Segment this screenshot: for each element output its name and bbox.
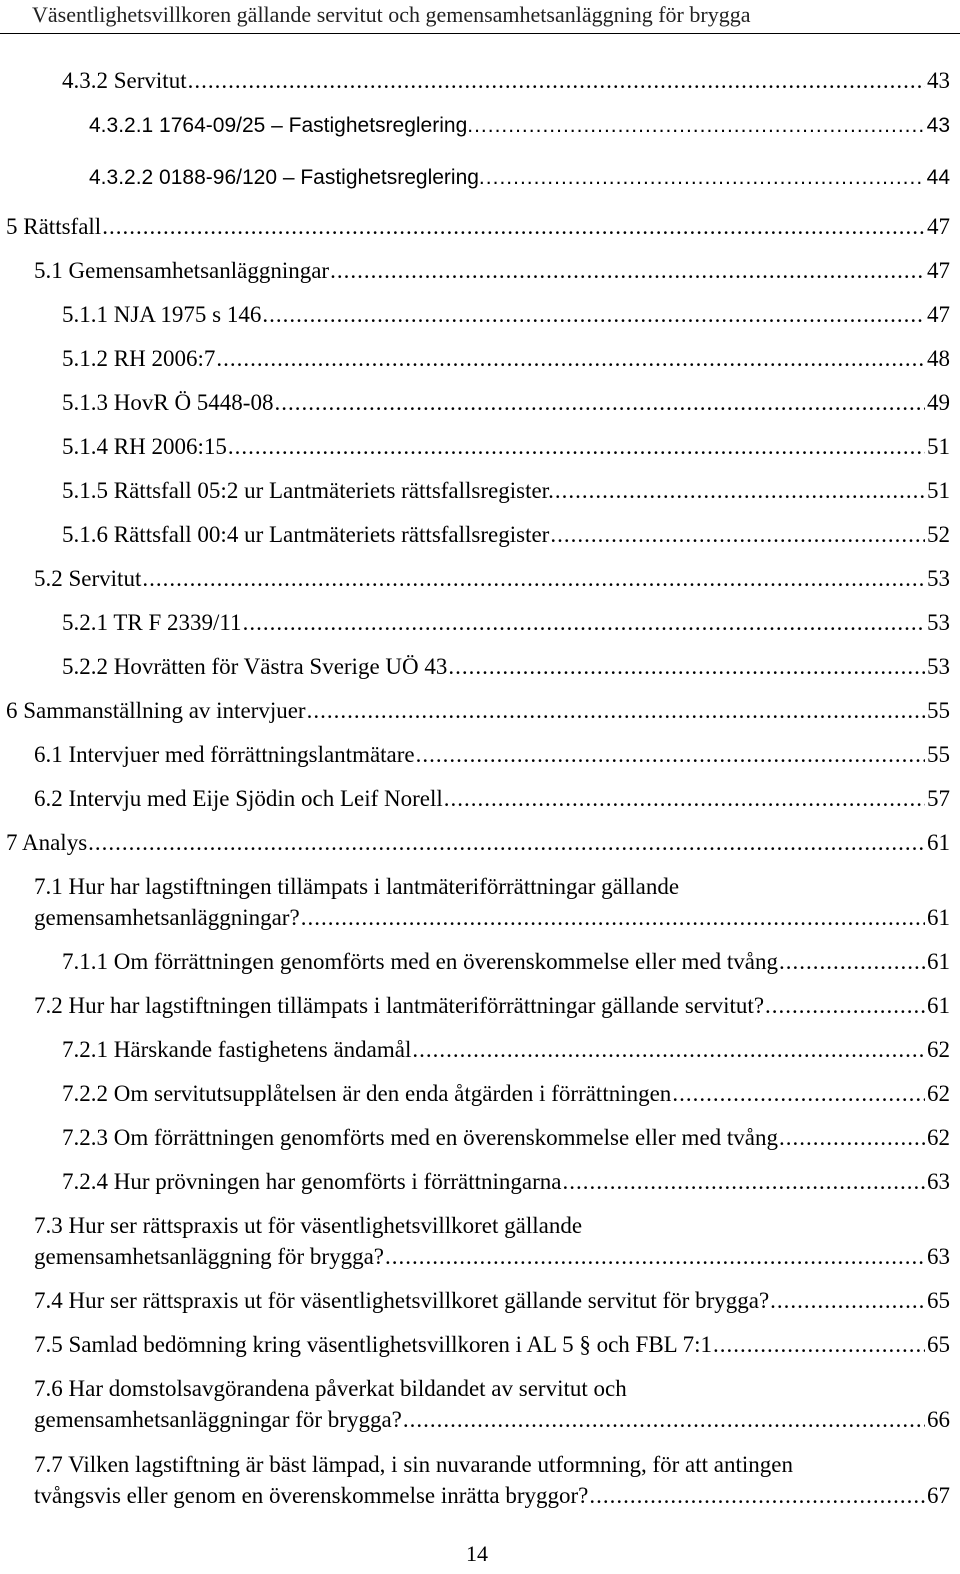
toc-entry-7-1[interactable] <box>34 871 950 933</box>
dot-leader <box>486 163 925 193</box>
dot-leader <box>444 784 925 814</box>
toc-entry-5-1-2[interactable] <box>62 344 950 374</box>
dot-leader <box>403 1405 925 1435</box>
dot-leader <box>550 520 925 550</box>
toc-entry-7-6[interactable] <box>34 1373 950 1435</box>
toc-entry-title: gemensamhetsanläggning för brygga? <box>34 1244 384 1269</box>
toc-entry-title: 6.2 Intervju med Eije Sjödin och Leif Norell <box>34 786 443 811</box>
toc-entry-title: 5.2.1 TR F 2339/11 <box>62 610 242 635</box>
toc-entry-7-5[interactable] <box>34 1330 950 1360</box>
toc-entry-title: 6 Sammanställning av intervjuer <box>6 698 306 723</box>
dot-leader <box>274 388 925 418</box>
dot-leader <box>385 1242 925 1272</box>
toc-entry-7-3[interactable] <box>34 1210 950 1272</box>
toc-entry-page: 62 <box>927 1125 950 1150</box>
toc-entry-title: 5.1 Gemensamhetsanläggningar <box>34 258 330 283</box>
toc-entry-title: 7.2.1 Härskande fastighetens ändamål <box>62 1037 412 1062</box>
page-number: 14 <box>466 1541 488 1566</box>
toc-entry-6-2[interactable] <box>34 784 950 814</box>
toc-entry-title: 7.2 Hur har lagstiftningen tillämpats i lantmäteriförrättningar gällande servitut? <box>34 993 765 1018</box>
toc-entry-title: 5 Rättsfall <box>6 214 102 239</box>
toc-entry-5-1-6[interactable] <box>62 520 950 550</box>
dot-leader <box>188 66 925 96</box>
dot-leader <box>562 1167 925 1197</box>
toc-entry-7-1-1[interactable] <box>62 947 950 977</box>
toc-entry-title: 5.1.6 Rättsfall 00:4 ur Lantmäteriets rättsfallsregister <box>62 522 550 547</box>
dot-leader <box>779 1123 925 1153</box>
dot-leader <box>555 476 925 506</box>
toc-entry-page: 51 <box>927 434 950 459</box>
toc-entry-title: 4.3.2.1 1764-09/25 – Fastighetsreglering. <box>89 114 474 137</box>
dot-leader <box>448 652 925 682</box>
toc-entry-title: 5.1.2 RH 2006:7 <box>62 346 216 371</box>
toc-entry-page: 61 <box>927 949 950 974</box>
toc-entry-title: 7.2.4 Hur prövningen har genomförts i förrättningarna <box>62 1169 562 1194</box>
toc-entry-page: 62 <box>927 1081 950 1106</box>
toc-entry-title: 4.3.2.2 0188-96/120 – Fastighetsreglering. <box>89 166 485 189</box>
toc-entry-title: 7.2.3 Om förrättningen genomförts med en överenskommelse eller med tvång <box>62 1125 778 1150</box>
toc-entry-5-2-1[interactable] <box>62 608 950 638</box>
toc-entry-page: 44 <box>926 166 950 189</box>
dot-leader <box>88 828 925 858</box>
toc-entry-7-2[interactable] <box>34 991 950 1021</box>
toc-entry-7-4[interactable] <box>34 1286 950 1316</box>
toc-entry-5-1[interactable] <box>34 256 950 286</box>
dot-leader <box>307 696 925 726</box>
toc-entry-title: 5.1.4 RH 2006:15 <box>62 434 227 459</box>
dot-leader <box>301 903 925 933</box>
toc-entry-page: 48 <box>927 346 950 371</box>
toc-entry-title: gemensamhetsanläggningar? <box>34 905 300 930</box>
toc-entry-page: 55 <box>927 698 950 723</box>
dot-leader <box>243 608 925 638</box>
dot-leader <box>770 1286 925 1316</box>
toc-entry-page: 52 <box>927 522 950 547</box>
toc-entry-5-1-5[interactable] <box>62 476 950 506</box>
toc-entry-title: 7 Analys <box>6 830 88 855</box>
toc-entry-4-3-2-2[interactable] <box>89 163 950 193</box>
dot-leader <box>330 256 925 286</box>
toc-entry-title: 5.2.2 Hovrätten för Västra Sverige UÖ 43 <box>62 654 448 679</box>
toc-entry-7-2-3[interactable] <box>62 1123 950 1153</box>
toc-entry-page: 63 <box>927 1244 950 1269</box>
toc-entry-page: 47 <box>927 258 950 283</box>
toc-entry-5-1-1[interactable] <box>62 300 950 330</box>
toc-entry-5-1-3[interactable] <box>62 388 950 418</box>
toc-entry-page: 53 <box>927 610 950 635</box>
toc-entry-title: gemensamhetsanläggningar för brygga? <box>34 1407 402 1432</box>
toc-entry-title-line1: 7.7 Vilken lagstiftning är bäst lämpad, i sin nuvarande utformning, för att antingen <box>34 1452 793 1477</box>
dot-leader <box>779 947 925 977</box>
toc-entry-page: 57 <box>927 786 950 811</box>
toc-entry-page: 53 <box>927 566 950 591</box>
toc-entry-page: 61 <box>927 993 950 1018</box>
toc-entry-page: 63 <box>927 1169 950 1194</box>
toc-entry-page: 65 <box>927 1332 950 1357</box>
toc-entry-6-1[interactable] <box>34 740 950 770</box>
toc-entry-page: 61 <box>927 830 950 855</box>
dot-leader <box>713 1330 925 1360</box>
toc-entry-7-2-4[interactable] <box>62 1167 950 1197</box>
dot-leader <box>102 212 925 242</box>
toc-entry-page: 47 <box>927 302 950 327</box>
dot-leader <box>216 344 925 374</box>
toc-entry-title-line1: 7.1 Hur har lagstiftningen tillämpats i lantmäteriförrättningar gällande <box>34 874 680 899</box>
toc-entry-4-3-2-1[interactable] <box>89 111 950 141</box>
toc-entry-page: 47 <box>927 214 950 239</box>
toc-entry-5-1-4[interactable] <box>62 432 950 462</box>
toc-entry-page: 65 <box>927 1288 950 1313</box>
toc-entry-title: 4.3.2 Servitut <box>62 68 187 93</box>
toc-entry-title: 7.1.1 Om förrättningen genomförts med en överenskommelse eller med tvång <box>62 949 778 974</box>
toc-entry-5-2-2[interactable] <box>62 652 950 682</box>
dot-leader <box>589 1481 925 1511</box>
header-title: Väsentlighetsvillkoren gällande servitut och gemensamhetsanläggning för brygga <box>32 2 751 27</box>
toc-entry-title: 5.1.1 NJA 1975 s 146 <box>62 302 262 327</box>
toc-entry-7[interactable] <box>6 828 950 858</box>
toc-entry-title: 7.2.2 Om servitutsupplåtelsen är den enda åtgärden i förrättningen <box>62 1081 672 1106</box>
toc-entry-page: 53 <box>927 654 950 679</box>
toc-entry-page: 49 <box>927 390 950 415</box>
dot-leader <box>142 564 925 594</box>
toc-entry-7-2-1[interactable] <box>62 1035 950 1065</box>
toc-entry-4-3-2[interactable] <box>62 66 950 96</box>
dot-leader <box>672 1079 925 1109</box>
toc-entry-title: 7.5 Samlad bedömning kring väsentlighetsvillkoren i AL 5 § och FBL 7:1 <box>34 1332 713 1357</box>
toc-entry-title: 7.4 Hur ser rättspraxis ut för väsentlighetsvillkoret gällande servitut för brygga? <box>34 1288 770 1313</box>
toc-entry-7-7[interactable] <box>34 1449 950 1511</box>
toc-entry-page: 62 <box>927 1037 950 1062</box>
toc-entry-title: 5.1.5 Rättsfall 05:2 ur Lantmäteriets rättsfallsregister. <box>62 478 554 503</box>
toc-entry-title-line1: 7.6 Har domstolsavgörandena påverkat bildandet av servitut och <box>34 1376 627 1401</box>
toc-entry-title: 6.1 Intervjuer med förrättningslantmätare <box>34 742 415 767</box>
toc-entry-5-2[interactable] <box>34 564 950 594</box>
dot-leader <box>765 991 925 1021</box>
toc-entry-title-line1: 7.3 Hur ser rättspraxis ut för väsentlighetsvillkoret gällande <box>34 1213 583 1238</box>
toc-entry-page: 43 <box>926 114 950 137</box>
toc-entry-page: 66 <box>927 1407 950 1432</box>
dot-leader <box>228 432 925 462</box>
toc-entry-7-2-2[interactable] <box>62 1079 950 1109</box>
toc-entry-title: 5.1.3 HovR Ö 5448-08 <box>62 390 274 415</box>
toc-entry-page: 55 <box>927 742 950 767</box>
toc-entry-5[interactable] <box>6 212 950 242</box>
dot-leader <box>262 300 925 330</box>
toc-entry-title: tvångsvis eller genom en överenskommelse inrätta bryggor? <box>34 1483 589 1508</box>
toc-entry-page: 51 <box>927 478 950 503</box>
toc-entry-title: 5.2 Servitut <box>34 566 142 591</box>
toc-entry-page: 43 <box>927 68 950 93</box>
toc-entry-page: 61 <box>927 905 950 930</box>
toc-entry-page: 67 <box>927 1483 950 1508</box>
dot-leader <box>412 1035 925 1065</box>
dot-leader <box>416 740 925 770</box>
dot-leader <box>474 111 925 141</box>
toc-entry-6[interactable] <box>6 696 950 726</box>
